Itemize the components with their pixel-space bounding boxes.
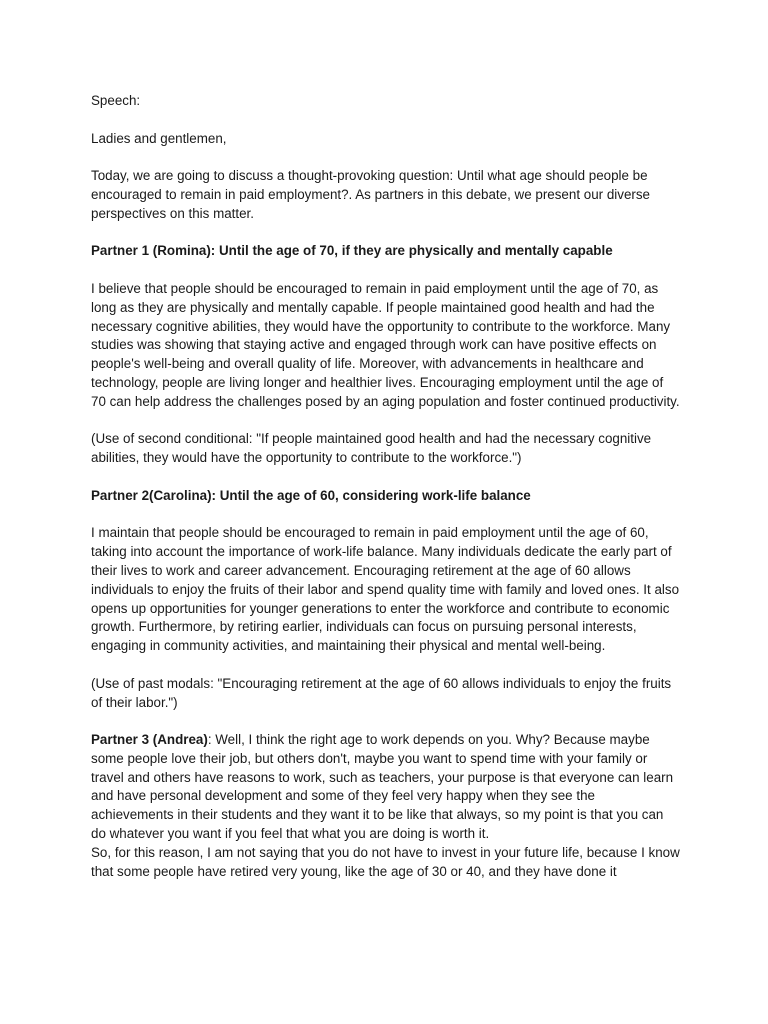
partner3-body: : Well, I think the right age to work depends on you. Why? Because maybe some people love their job, but others don't, maybe you want to spend time with your family or travel and others have reasons to work, such as teachers, your purpose is that everyone can learn and have personal development and some of they feel very happy when they see the achievements in their students and they want it to be like that always, so my point is that you can do whatever you want if you feel that what you are doing is worth it. [91,732,674,842]
partner1-paragraph: I believe that people should be encouraged to remain in paid employment until the age of 70, as long as they are physically and mentally capable. If people maintained good health and had the necessary cognitive abilities, they would have the opportunity to contribute to the workforce. Many studies was showing that staying active and engaged through work can have positive effects on people's well-being and overall quality of life. Moreover, with advancements in healthcare and technology, people are living longer and healthier lives. Encouraging employment until the age of 70 can help address the challenges posed by an aging population and foster continued productivity. [91,280,680,409]
speech-label: Speech: [91,93,141,108]
partner2-paragraph: I maintain that people should be encouraged to remain in paid employment until the age of 60, taking into account the importance of work-life balance. Many individuals dedicate the early part of their lives to work and career advancement. Encouraging retirement at the age of 60 allows individuals to enjoy the fruits of their labor and spend quality time with family and loved ones. It also opens up opportunities for younger generations to enter the workforce and contribute to economic growth. Furthermore, by retiring earlier, individuals can focus on pursuing personal interests, engaging in community activities, and maintaining their physical and mental well-being. [91,525,680,654]
document-page [91,92,681,881]
intro-paragraph: Today, we are going to discuss a thought-provoking question: Until what age should people be encouraged to remain in paid employment?. As partners in this debate, we present our diverse perspectives on this matter. [91,168,651,221]
partner3-paragraph [91,731,681,844]
partner1-note: (Use of second conditional: "If people maintained good health and had the necessary cognitive abilities, they would have the opportunity to contribute to the workforce.") [91,431,652,466]
partner3-continuation: So, for this reason, I am not saying that you do not have to invest in your future life, because I know that some people have retired very young, like the age of 30 or 40, and they have done it [91,844,680,879]
partner3-label: Partner 3 (Andrea) [91,732,208,748]
partner1-heading: Partner 1 (Romina): Until the age of 70, if they are physically and mentally capable [91,243,613,259]
greeting: Ladies and gentlemen, [91,130,227,146]
partner2-note: (Use of past modals: "Encouraging retirement at the age of 60 allows individuals to enjoy the fruits of their labor.") [91,675,672,710]
partner2-heading: Partner 2(Carolina): Until the age of 60, considering work-life balance [91,487,531,503]
